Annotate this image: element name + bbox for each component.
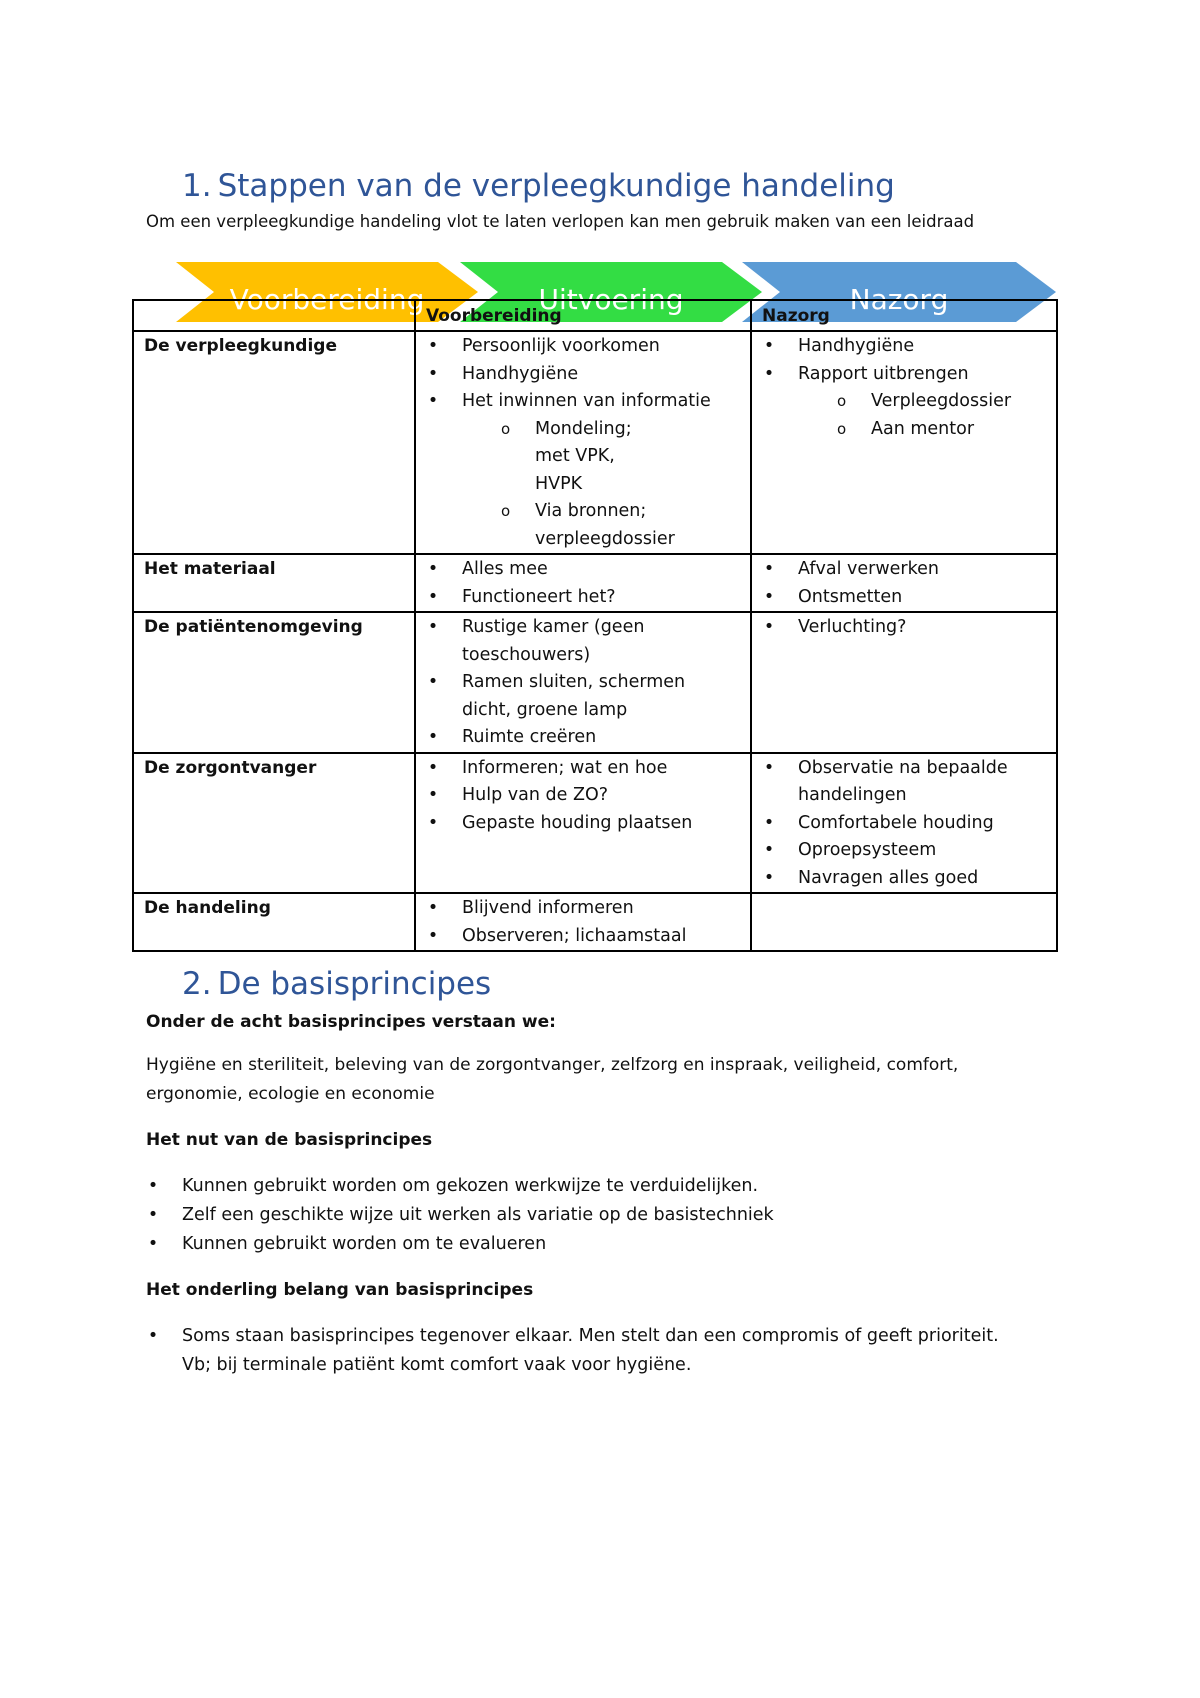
row-label-zorgontvanger: De zorgontvanger (133, 753, 415, 894)
cell-after-handeling (751, 893, 1057, 951)
list-item: • Alles mee (462, 556, 742, 584)
list-item: • Verluchting? (798, 614, 1048, 642)
section-2-subtitle: Onder de acht basisprincipes verstaan we: (146, 1012, 556, 1032)
list-item: • Rustige kamer (geen toeschouwers) (462, 614, 662, 669)
cell-after-materiaal (751, 554, 1057, 612)
principles-line-1: Hygiëne en steriliteit, beleving van de zorgontvanger, zelfzorg en inspraak, veiligheid, comfort, (146, 1055, 959, 1075)
table-row (133, 554, 1057, 612)
list-item: • Hulp van de ZO? (462, 782, 742, 810)
list-item: • Persoonlijk voorkomen (462, 333, 742, 361)
cell-after-patientenomgeving (751, 612, 1057, 753)
sub-list-item: o Via bronnen; verpleegdossier (535, 498, 685, 553)
belang-list (146, 1322, 999, 1380)
list-item: • Afval verwerken (798, 556, 1048, 584)
row-label-handeling: De handeling (133, 893, 415, 951)
table-row (133, 331, 1057, 554)
chevron-uitvoering-label: Uitvoering (538, 283, 684, 316)
list-item: • Informeren; wat en hoe (462, 755, 742, 783)
list-item (182, 1322, 999, 1380)
belang-heading: Het onderling belang van basisprincipes (146, 1280, 534, 1300)
list-item: • Kunnen gebruikt worden om te evalueren (182, 1230, 774, 1259)
table-header-nazorg: Nazorg (751, 300, 1057, 331)
nut-heading: Het nut van de basisprincipes (146, 1130, 433, 1150)
belang-line-1: Soms staan basisprincipes tegenover elkaar. Men stelt dan een compromis of geeft prioriteit. (182, 1326, 999, 1346)
section-2-heading (182, 966, 491, 1002)
list-item: • Zelf een geschikte wijze uit werken als variatie op de basistechniek (182, 1201, 774, 1230)
section-2-number: 2. (182, 966, 212, 1002)
cell-after-verpleegkundige (751, 331, 1057, 554)
list-item: • Handhygiëne (462, 361, 742, 389)
list-item: • Gepaste houding plaatsen (462, 810, 742, 838)
cell-prep-patientenomgeving (415, 612, 751, 753)
list-item: • Blijvend informeren (462, 895, 742, 923)
row-label-verpleegkundige: De verpleegkundige (133, 331, 415, 554)
chevron-nazorg-label: Nazorg (849, 283, 949, 316)
belang-line-2: Vb; bij terminale patiënt komt comfort vaak voor hygiëne. (182, 1355, 692, 1375)
section-1-title: Stappen van de verpleegkundige handeling (217, 168, 895, 204)
list-item: • Ramen sluiten, schermen dicht, groene lamp (462, 669, 702, 724)
cell-prep-handeling (415, 893, 751, 951)
list-item (798, 361, 1048, 444)
section-1-heading (182, 168, 895, 204)
cell-after-zorgontvanger (751, 753, 1057, 894)
list-item: • Kunnen gebruikt worden om gekozen werkwijze te verduidelijken. (182, 1172, 774, 1201)
steps-table (132, 299, 1058, 952)
list-item: • Functioneert het? (462, 584, 742, 612)
table-header-empty (133, 300, 415, 331)
chevron-voorbereiding-label: Voorbereiding (229, 283, 425, 316)
cell-prep-materiaal (415, 554, 751, 612)
table-header-row (133, 300, 1057, 331)
list-item: • Observeren; lichaamstaal (462, 923, 742, 951)
list-item: • Comfortabele houding (798, 810, 1048, 838)
cell-prep-verpleegkundige (415, 331, 751, 554)
section-2-title: De basisprincipes (217, 966, 492, 1002)
table-header-voorbereiding: Voorbereiding (415, 300, 751, 331)
sub-list-item: o Aan mentor (871, 416, 1048, 444)
list-item: • Oproepsysteem (798, 837, 1048, 865)
principles-line-2: ergonomie, ecologie en economie (146, 1084, 435, 1104)
cell-prep-zorgontvanger (415, 753, 751, 894)
section-1-intro: Om een verpleegkundige handeling vlot te laten verlopen kan men gebruik maken van een leidraad (146, 212, 975, 231)
list-item: • Ruimte creëren (462, 724, 742, 752)
sub-list-item: o Mondeling; met VPK, HVPK (535, 416, 665, 499)
nut-list (146, 1172, 774, 1259)
table-row (133, 893, 1057, 951)
table-row (133, 753, 1057, 894)
list-item: • Handhygiëne (798, 333, 1048, 361)
row-label-patientenomgeving: De patiëntenomgeving (133, 612, 415, 753)
list-item: • Observatie na bepaalde handelingen (798, 755, 1013, 810)
list-item (462, 388, 742, 553)
table-row (133, 612, 1057, 753)
list-item-text: Het inwinnen van informatie (462, 391, 711, 411)
row-label-materiaal: Het materiaal (133, 554, 415, 612)
list-item-text: Rapport uitbrengen (798, 363, 969, 384)
section-1-number: 1. (182, 168, 212, 204)
list-item: • Ontsmetten (798, 584, 1048, 612)
list-item: • Navragen alles goed (798, 865, 1048, 893)
sub-list-item: o Verpleegdossier (871, 388, 1048, 416)
